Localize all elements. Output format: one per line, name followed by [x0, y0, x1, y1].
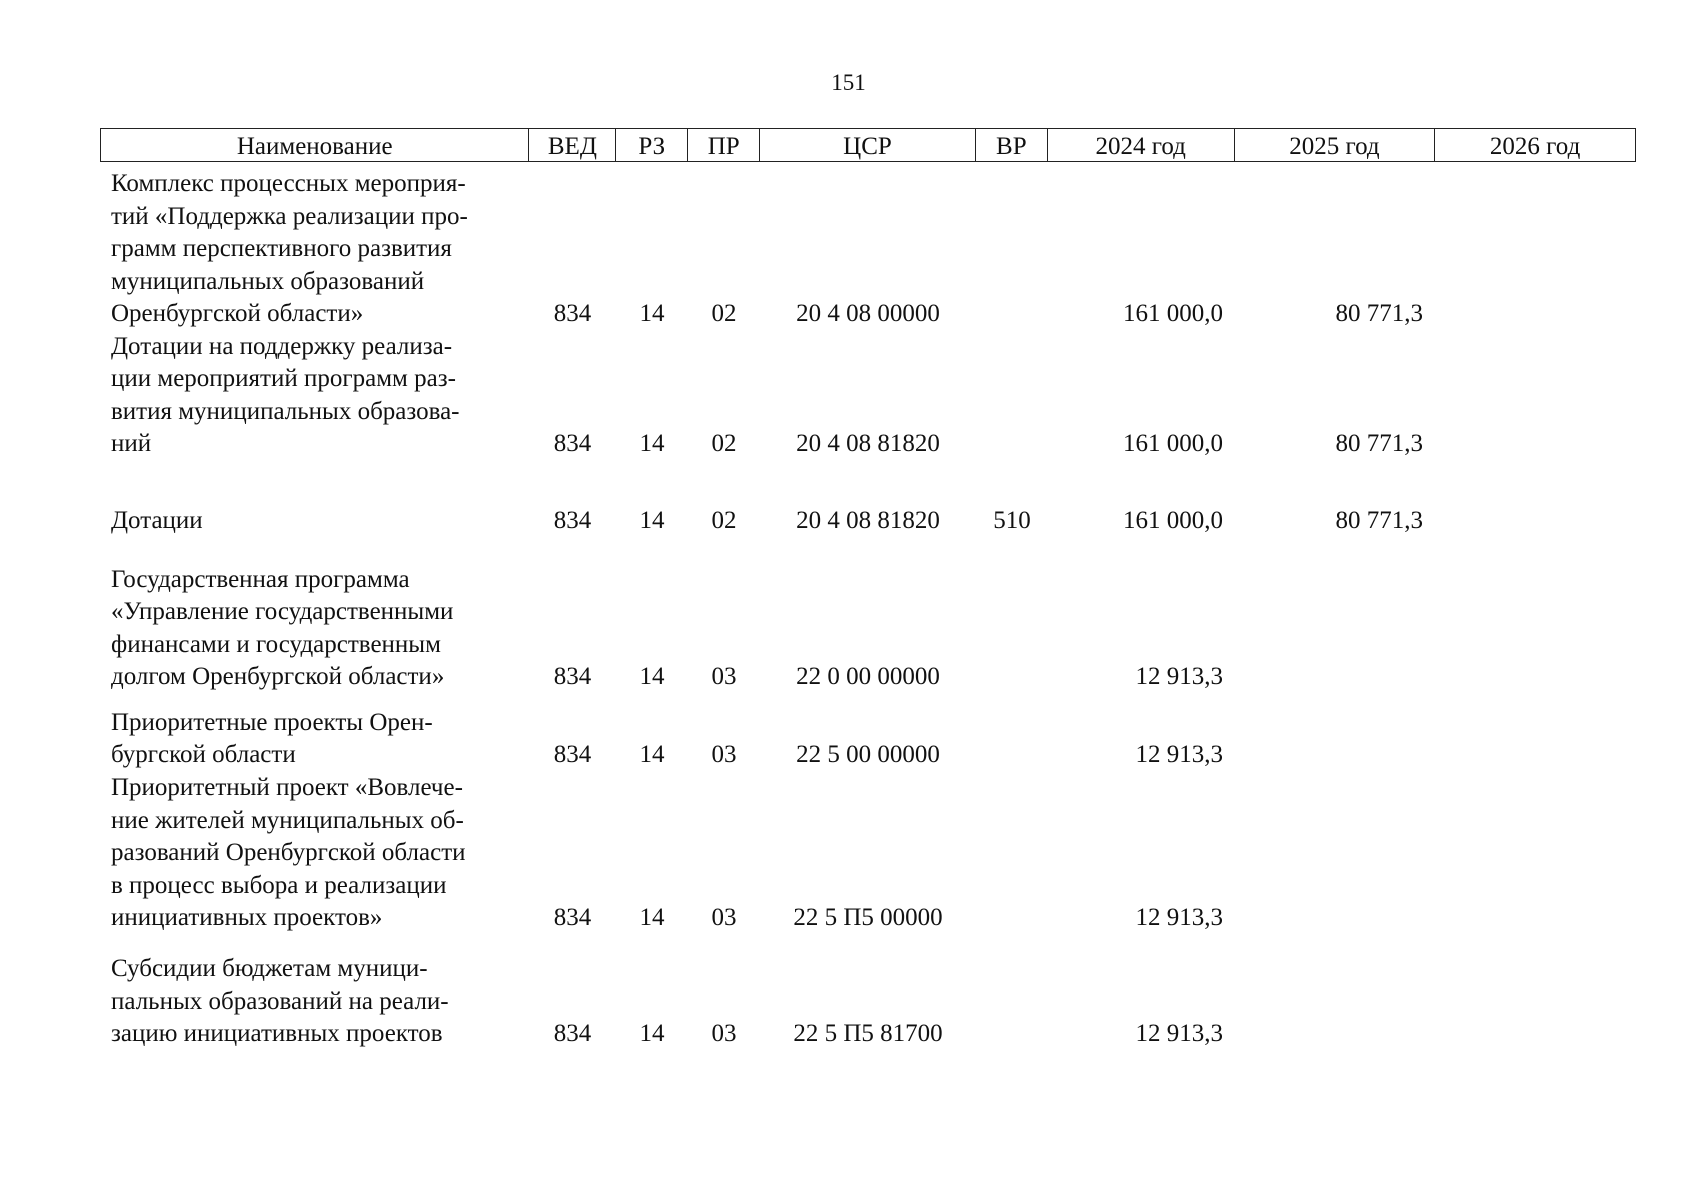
- row-csr: 22 0 00 00000: [796, 663, 940, 691]
- header-ved: ВЕД: [529, 129, 616, 161]
- row-name: Государственная программа «Управление государственными финансами и государственным долгом Оренбургской области»: [111, 565, 454, 691]
- row-csr: 20 4 08 81820: [796, 430, 940, 458]
- row-ved: 834: [553, 904, 592, 932]
- table-row: [100, 951, 1636, 1051]
- header-vr: ВР: [976, 129, 1048, 161]
- row-rz: 14: [639, 300, 665, 328]
- header-rz: РЗ: [616, 129, 688, 161]
- row-2024: 12 913,3: [1135, 1020, 1223, 1048]
- header-csr: ЦСР: [760, 129, 976, 161]
- table-row: [100, 560, 1636, 694]
- row-rz: 14: [639, 904, 665, 932]
- row-ved: 834: [553, 430, 592, 458]
- row-vr: 510: [993, 507, 1031, 535]
- row-2024: 12 913,3: [1135, 741, 1223, 769]
- row-name: Приоритетные проекты Орен- бургской области: [111, 708, 433, 769]
- table-row: [100, 500, 1636, 538]
- page-number: 151: [831, 70, 866, 95]
- table-row: [100, 329, 1636, 461]
- row-csr: 20 4 08 81820: [796, 507, 940, 535]
- row-csr: 22 5 П5 00000: [793, 904, 943, 932]
- row-pr: 02: [711, 430, 737, 458]
- header-name: Наименование: [101, 129, 529, 161]
- row-name: Дотации на поддержку реализа- ции мероприятий программ раз- вития муниципальных образова- ний: [111, 332, 460, 458]
- row-rz: 14: [639, 741, 665, 769]
- row-name: Комплекс процессных мероприя- тий «Поддержка реализации про- грамм перспективного развития муниципальных образований Оренбургской области»: [111, 170, 468, 328]
- row-name: Приоритетный проект «Вовлече- ние жителей муниципальных об- разований Оренбургской области в процесс выбора и реализации инициативных проектов»: [111, 774, 466, 932]
- row-pr: 03: [711, 904, 737, 932]
- row-csr: 22 5 П5 81700: [793, 1020, 943, 1048]
- table-header: [100, 128, 1636, 162]
- row-csr: 20 4 08 00000: [796, 300, 940, 328]
- header-2026: 2026 год: [1489, 132, 1581, 160]
- row-rz: 14: [639, 663, 665, 691]
- row-name: Дотации: [111, 507, 203, 535]
- row-2024: 161 000,0: [1123, 430, 1223, 458]
- row-rz: 14: [639, 430, 665, 458]
- row-ved: 834: [553, 663, 592, 691]
- row-pr: 03: [711, 1020, 737, 1048]
- header-2025: 2025 год: [1235, 129, 1436, 161]
- row-name: Субсидии бюджетам муници- пальных образований на реали- зацию инициативных проектов: [111, 955, 449, 1048]
- table-row: [100, 770, 1636, 935]
- table-row: [100, 704, 1636, 772]
- row-rz: 14: [639, 1020, 665, 1048]
- row-2024: 12 913,3: [1135, 904, 1223, 932]
- row-2024: 161 000,0: [1123, 507, 1223, 535]
- row-pr: 03: [711, 741, 737, 769]
- row-2025: 80 771,3: [1335, 507, 1423, 535]
- row-ved: 834: [553, 1020, 592, 1048]
- row-pr: 02: [711, 507, 737, 535]
- row-rz: 14: [639, 507, 665, 535]
- header-2024: 2024 год: [1048, 129, 1235, 161]
- row-2025: 80 771,3: [1335, 430, 1423, 458]
- row-ved: 834: [553, 741, 592, 769]
- row-pr: 03: [711, 663, 737, 691]
- row-2024: 12 913,3: [1135, 663, 1223, 691]
- header-pr: ПР: [688, 129, 760, 161]
- row-ved: 834: [553, 507, 592, 535]
- row-pr: 02: [711, 300, 737, 328]
- row-2025: 80 771,3: [1335, 300, 1423, 328]
- row-2024: 161 000,0: [1123, 300, 1223, 328]
- row-csr: 22 5 00 00000: [796, 741, 940, 769]
- table-row: [100, 166, 1636, 331]
- row-ved: 834: [553, 300, 592, 328]
